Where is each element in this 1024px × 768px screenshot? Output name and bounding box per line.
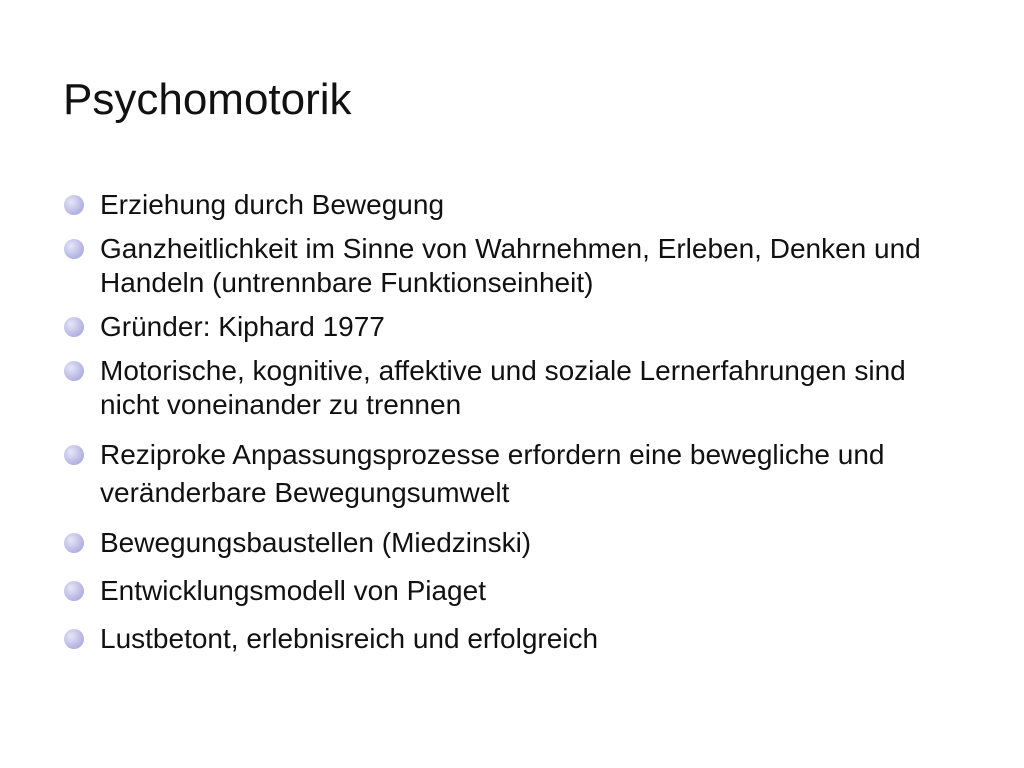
bullet-text: Motorische, kognitive, affektive und soziale Lernerfahrungen sind nicht voneinander zu trennen [100, 355, 906, 420]
bullet-item [62, 232, 962, 300]
bullet-text: Reziproke Anpassungsprozesse erfordern eine bewegliche und veränderbare Bewegungsumwelt [100, 439, 885, 508]
slide-title: Psychomotorik [63, 75, 352, 124]
bullet-list [62, 188, 962, 666]
bullet-text: Lustbetont, erlebnisreich und erfolgreich [100, 623, 599, 654]
bullet-icon [64, 445, 84, 465]
bullet-text: Erziehung durch Bewegung [100, 189, 445, 220]
bullet-icon [64, 317, 84, 337]
bullet-icon [64, 629, 84, 649]
bullet-text: Bewegungsbaustellen (Miedzinski) [100, 527, 532, 558]
bullet-icon [64, 533, 84, 553]
bullet-item [62, 436, 962, 512]
bullet-icon [64, 239, 84, 259]
bullet-text: Ganzheitlichkeit im Sinne von Wahrnehmen, Erleben, Denken und Handeln (untrennbare Funktionseinheit) [100, 233, 921, 298]
bullet-text: Entwicklungsmodell von Piaget [100, 575, 486, 606]
bullet-item [62, 526, 962, 560]
bullet-text: Gründer: Kiphard 1977 [100, 311, 385, 342]
bullet-item [62, 188, 962, 222]
bullet-item [62, 574, 962, 608]
bullet-item [62, 354, 962, 422]
bullet-icon [64, 195, 84, 215]
bullet-icon [64, 361, 84, 381]
bullet-item [62, 622, 962, 656]
bullet-icon [64, 581, 84, 601]
bullet-item [62, 310, 962, 344]
